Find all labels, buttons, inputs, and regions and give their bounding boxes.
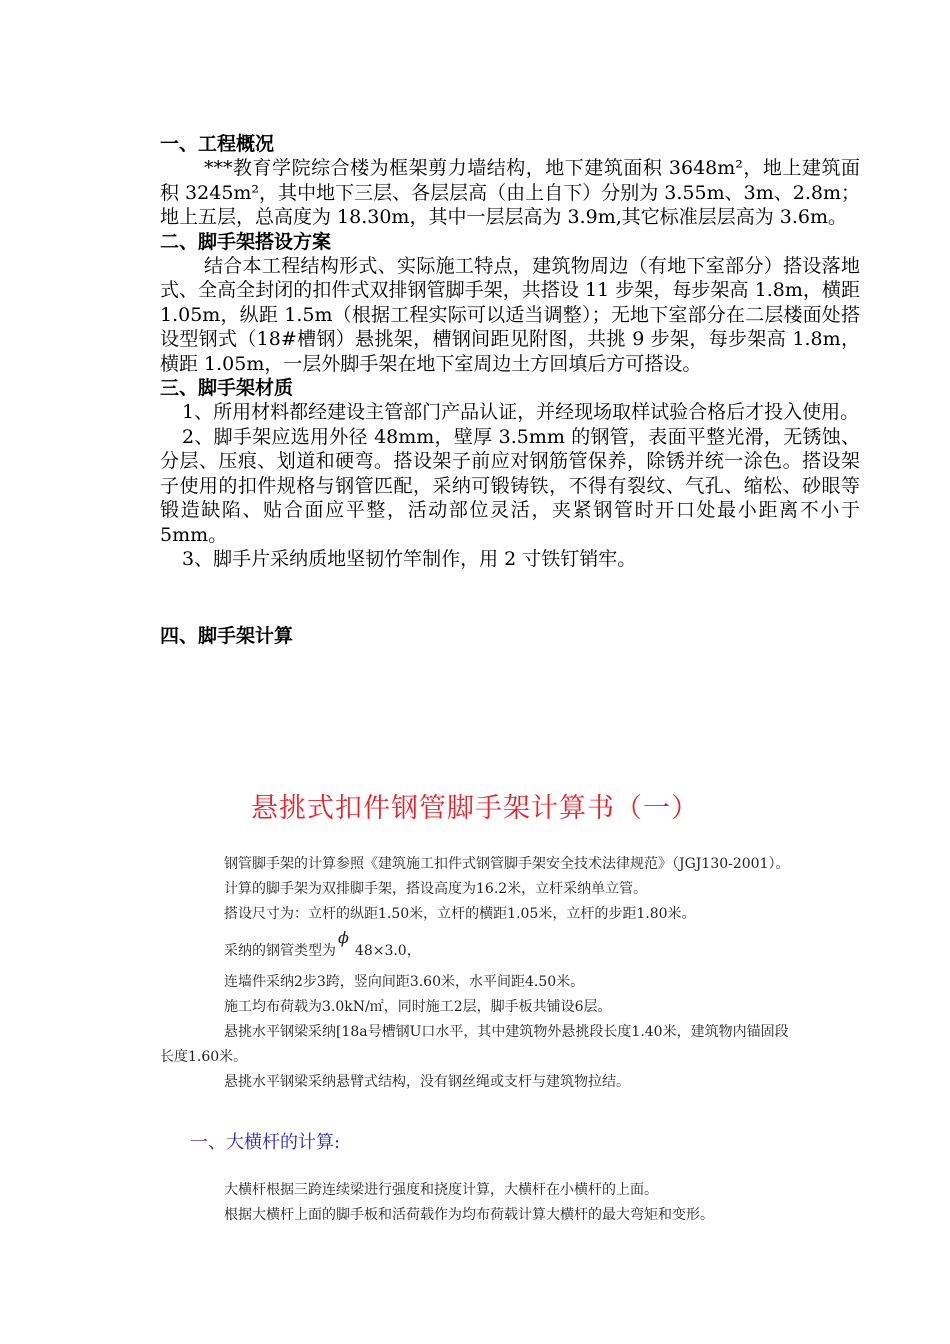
diameter-symbol: ϕ	[338, 928, 349, 947]
paragraph-material-1: 1、所用材料都经建设主管部门产品认证，并经现场取样试验合格后才投入使用。	[182, 401, 860, 423]
calc-intro	[160, 852, 860, 1095]
calc-line: 长度1.60米。	[160, 1049, 248, 1065]
paragraph-material-2: 2、脚手架应选用外径 48mm，壁厚 3.5mm 的钢管，表面平整光滑，无锈蚀、分层、压痕、划道和硬弯。搭设架子前应对钢筋管保养，除锈并统一涂色。搭设架子使用的扣件规格与钢管匹配，采纳可锻铸铁，不得有裂纹、气孔、缩松、砂眼等锻造缺陷、贴合面应平整，活动部位灵活，夹紧钢管时开口处最小距离不小于 5mm。	[160, 425, 860, 546]
pipe-type-value: 48×3.0，	[354, 943, 421, 959]
calc-line: 根据大横杆上面的脚手板和活荷载作为均布荷载计算大横杆的最大弯矩和变形。	[224, 1207, 714, 1223]
paragraph-material-3: 3、脚手片采纳质地坚韧竹竿制作，用 2 寸铁钉销牢。	[182, 548, 637, 570]
calc-line: 施工均布荷载为3.0kN/㎡，同时施工2层，脚手板共铺设6层。	[224, 999, 612, 1015]
calc-line-pipe-type	[160, 928, 860, 964]
pipe-type-prefix: 采纳的钢管类型为	[224, 943, 336, 959]
calc-line: 搭设尺寸为：立杆的纵距1.50米，立杆的横距1.05米，立杆的步距1.80米。	[224, 906, 696, 922]
paragraph-scaffold-plan: 结合本工程结构形式、实际施工特点，建筑物周边（有地下室部分）搭设落地式、全高全封闭的扣件式双排钢管脚手架，共搭设 11 步架，每步架高 1.8m，横距 1.05m，纵距 1.5m（根据工程实际可以适当调整）；无地下室部分在二层楼面处搭设型钢式（18#槽钢）悬挑架，槽钢间距见附图，共挑 9 步架，每步架高 1.8m，横距 1.05m，一层外脚手架在地下室周边土方回填后方可搭设。	[160, 254, 860, 375]
calc-crossbar	[160, 1178, 860, 1228]
calc-line: 计算的脚手架为双排脚手架，搭设高度为16.2米，立杆采纳单立管。	[224, 881, 648, 897]
calc-line: 钢管脚手架的计算参照《建筑施工扣件式钢管脚手架安全技术法律规范》（JGJ130-2001）。	[224, 856, 790, 872]
calc-line: 悬挑水平钢梁采纳[18a号槽钢U口水平，其中建筑物外悬挑段长度1.40米，建筑物内锚固段	[224, 1024, 789, 1040]
heading-scaffold-plan: 二、脚手架搭设方案	[160, 230, 332, 253]
sub-heading-big-crossbar: 一、大横杆的计算:	[190, 1132, 341, 1153]
paragraph-project-overview: ***教育学院综合楼为框架剪力墙结构，地下建筑面积 3648m²，地上建筑面积 3245m²，其中地下三层、各层层高（由上自下）分别为 3.55m、3m、2.8m；地上五层，总高度为 18.30m，其中一层层高为 3.9m,其它标准层层高为 3.6m。	[160, 157, 860, 228]
heading-project-overview: 一、工程概况	[160, 133, 275, 155]
heading-scaffold-material: 三、脚手架材质	[160, 377, 294, 399]
calc-line: 大横杆根据三跨连续梁进行强度和挠度计算，大横杆在小横杆的上面。	[224, 1182, 658, 1198]
calc-line: 连墙件采纳2步3跨，竖向间距3.60米，水平间距4.50米。	[224, 974, 585, 990]
calc-line: 悬挑水平钢梁采纳悬臂式结构，没有钢丝绳或支杆与建筑物拉结。	[224, 1074, 630, 1090]
heading-scaffold-calc: 四、脚手架计算	[160, 624, 294, 647]
document-body	[160, 132, 860, 648]
calc-book-title: 悬挑式扣件钢管脚手架计算书（一）	[251, 793, 699, 824]
